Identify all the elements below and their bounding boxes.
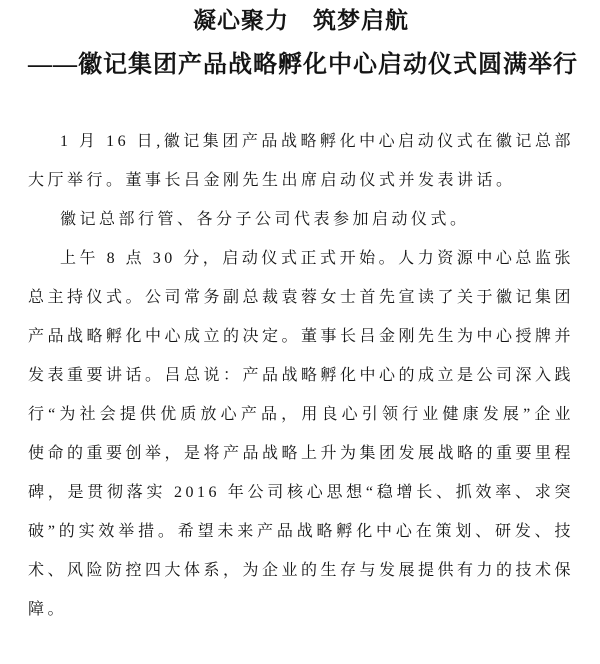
document-body	[28, 122, 574, 629]
paragraph-2: 徽记总部行管、各分子公司代表参加启动仪式。	[60, 211, 470, 228]
paragraph-3: 上午 8 点 30 分，启动仪式正式开始。人力资源中心总监张总主持仪式。公司常务副总裁袁蓉女士首先宣读了关于徽记集团产品战略孵化中心成立的决定。董事长吕金刚先生为中心授牌并发表重要讲话。吕总说：产品战略孵化中心的成立是公司深入践行“为社会提供优质放心产品，用良心引领行业健康发展”企业使命的重要创举，是将产品战略上升为集团发展战略的重要里程碑，是贯彻落实 2016 年公司核心思想“稳增长、抓效率、求突破”的实效举措。希望未来产品战略孵化中心在策划、研发、技术、风险防控四大体系，为企业的生存与发展提供有力的技术保障。	[28, 250, 575, 618]
paragraph-1: 1 月 16 日,徽记集团产品战略孵化中心启动仪式在徽记总部大厅举行。董事长吕金刚先生出席启动仪式并发表讲话。	[28, 133, 574, 189]
document-title: 凝心聚力 筑梦启航	[193, 8, 409, 33]
document-subtitle: ——徽记集团产品战略孵化中心启动仪式圆满举行	[28, 52, 578, 78]
